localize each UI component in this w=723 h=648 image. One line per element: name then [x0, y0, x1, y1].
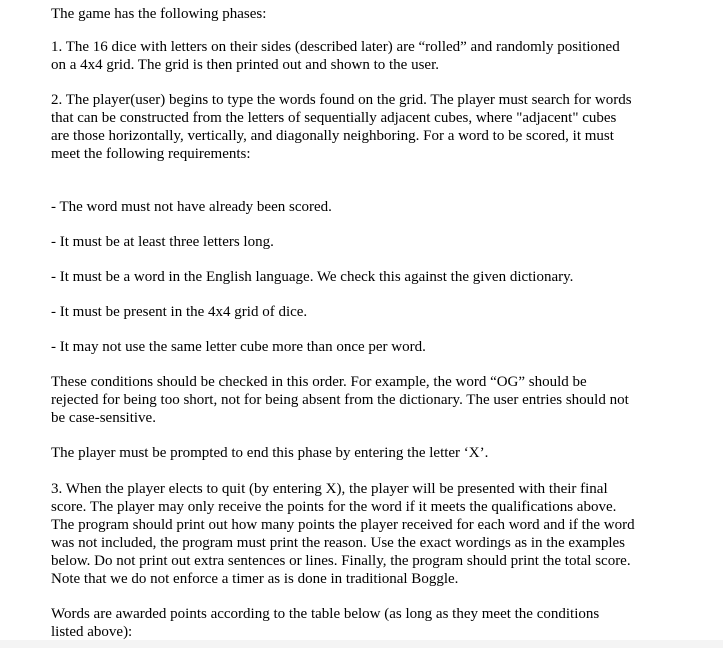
requirement-item: - The word must not have already been scored. [51, 199, 332, 215]
phase1-line: 1. The 16 dice with letters on their sides (described later) are “rolled” and randomly positioned [51, 39, 620, 55]
phase3-line: Note that we do not enforce a timer as is done in traditional Boggle. [51, 571, 459, 587]
points-intro-line: Words are awarded points according to the table below (as long as they meet the conditions [51, 606, 600, 622]
requirement-item: - It may not use the same letter cube more than once per word. [51, 339, 426, 355]
phase2-line: are those horizontally, vertically, and diagonally neighboring. For a word to be scored, it must [51, 128, 614, 144]
bottom-strip [0, 640, 723, 648]
phase2-line: 2. The player(user) begins to type the words found on the grid. The player must search for words [51, 92, 632, 108]
end-phase-text: The player must be prompted to end this phase by entering the letter ‘X’. [51, 445, 489, 461]
requirement-item: - It must be at least three letters long. [51, 234, 274, 250]
phase3-line: The program should print out how many points the player received for each word and if the word [51, 517, 635, 533]
intro-text: The game has the following phases: [51, 6, 267, 22]
conditions-line: be case-sensitive. [51, 410, 156, 426]
requirement-item: - It must be a word in the English language. We check this against the given dictionary. [51, 269, 574, 285]
phase3-line: was not included, the program must print the reason. Use the exact wordings as in the examples [51, 535, 626, 551]
points-intro-line: listed above): [51, 624, 133, 640]
phase1-line: on a 4x4 grid. The grid is then printed out and shown to the user. [51, 57, 440, 73]
conditions-line: rejected for being too short, not for being absent from the dictionary. The user entries should not [51, 392, 629, 408]
phase2-line: that can be constructed from the letters of sequentially adjacent cubes, where "adjacent" cubes [51, 110, 617, 126]
phase3-line: below. Do not print out extra sentences or lines. Finally, the program should print the total score. [51, 553, 631, 569]
conditions-line: These conditions should be checked in this order. For example, the word “OG” should be [51, 374, 587, 390]
requirement-item: - It must be present in the 4x4 grid of dice. [51, 304, 308, 320]
phase3-line: 3. When the player elects to quit (by entering X), the player will be presented with their final [51, 481, 608, 497]
phase3-line: score. The player may only receive the points for the word if it meets the qualifications above. [51, 499, 617, 515]
phase2-line: meet the following requirements: [51, 146, 251, 162]
